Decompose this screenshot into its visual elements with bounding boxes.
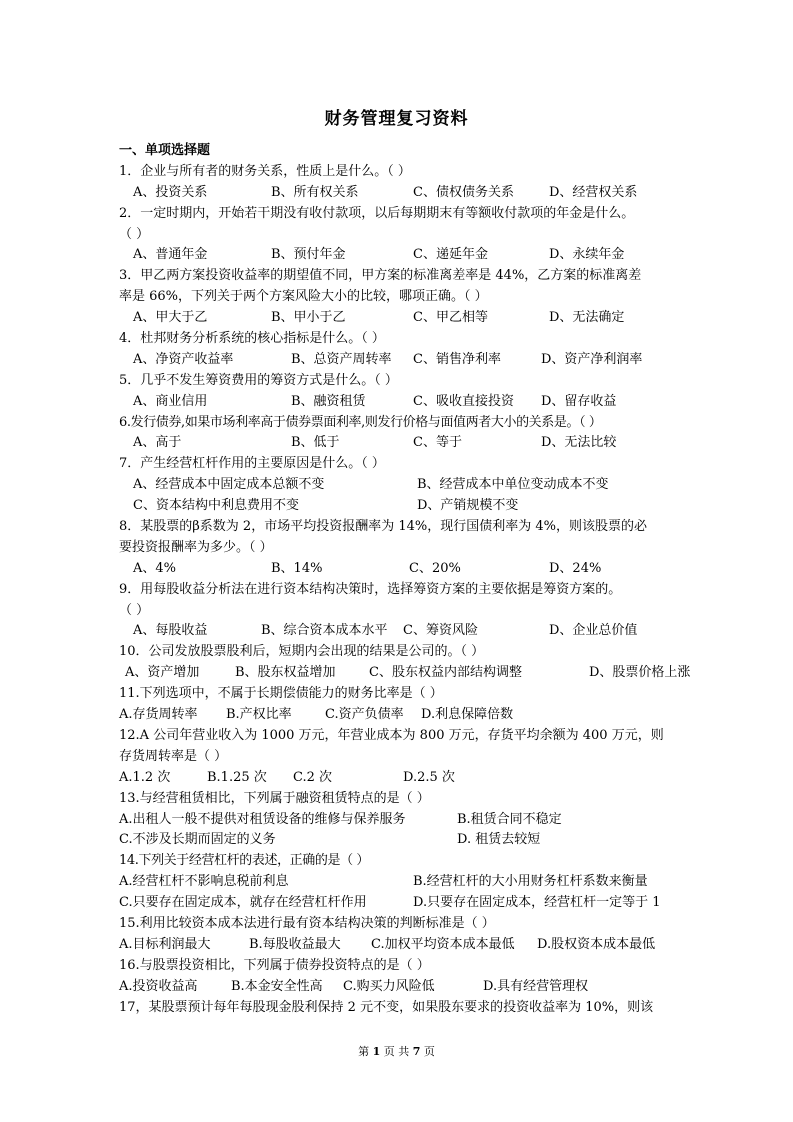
question-stem: 16.与股票投资相比，下列属于债券投资特点的是（ ） xyxy=(119,957,430,973)
options-row xyxy=(119,977,679,998)
answer-option: D、资产净利润率 xyxy=(541,351,643,367)
answer-option: A、4% xyxy=(133,560,177,576)
answer-option: D.股权资本成本最低 xyxy=(537,936,656,952)
answer-option: D.2.5 次 xyxy=(403,769,455,785)
question-stem: 15.利用比较资本成本法进行最有资本结构决策的判断标准是（ ） xyxy=(119,915,495,931)
question-item xyxy=(119,580,679,643)
answer-option: B、预付年金 xyxy=(271,247,346,263)
footer-page-number: 1 xyxy=(372,1045,381,1058)
answer-option: B、14% xyxy=(271,560,323,576)
answer-option: B、综合资本成本水平 xyxy=(261,623,388,639)
question-item xyxy=(119,413,679,455)
question-item xyxy=(119,726,679,789)
answer-option: C、股东权益内部结构调整 xyxy=(369,665,522,681)
answer-option: D、企业总价值 xyxy=(549,623,638,639)
options-row xyxy=(119,830,679,851)
answer-option: A、甲大于乙 xyxy=(133,310,208,326)
answer-option: B.每股收益最大 xyxy=(249,936,341,952)
answer-option: C、20% xyxy=(409,560,461,576)
answer-option: A.存货周转率 xyxy=(119,707,198,723)
question-stem: 9．用每股收益分析法在进行资本结构决策时，选择筹资方案的主要依据是筹资方案的。 xyxy=(119,581,622,597)
answer-option: B、经营成本中单位变动成本不变 xyxy=(417,477,609,493)
answer-option: B.租赁合同不稳定 xyxy=(457,811,562,827)
answer-option: B.本金安全性高 xyxy=(231,978,323,994)
answer-option: A、经营成本中固定成本总额不变 xyxy=(133,477,325,493)
options-row xyxy=(119,810,679,831)
answer-option: C、递延年金 xyxy=(413,247,488,263)
question-stem: 17，某股票预计每年每股现金股利保持 2 元不变，如果股东要求的投资收益率为 10%，则该 xyxy=(119,999,654,1015)
answer-option: B.经营杠杆的大小用财务杠杆系数来衡量 xyxy=(413,874,648,890)
question-stem: 11.下列选项中，不属于长期偿债能力的财务比率是（ ） xyxy=(119,686,443,702)
question-item xyxy=(119,684,679,726)
question-item xyxy=(119,851,679,914)
options-row xyxy=(119,433,679,454)
footer-prefix: 第 xyxy=(358,1045,370,1058)
answer-option: C.只要存在固定成本，就存在经营杠杆作用 xyxy=(119,895,367,911)
answer-option: C、筹资风险 xyxy=(403,623,478,639)
question-item xyxy=(119,454,679,517)
options-row xyxy=(119,621,679,642)
footer-suffix: 页 xyxy=(423,1045,435,1058)
answer-option: A.投资收益高 xyxy=(119,978,198,994)
answer-option: D、永续年金 xyxy=(549,247,625,263)
answer-option: A、每股收益 xyxy=(133,623,208,639)
answer-option: D.只要存在固定成本，经营杠杆一定等于 1 xyxy=(413,895,661,911)
question-item xyxy=(119,956,679,998)
footer-middle: 页 共 xyxy=(383,1045,410,1058)
options-row xyxy=(119,350,679,371)
options-row xyxy=(119,872,679,893)
answer-option: C.资产负债率 xyxy=(325,707,404,723)
answer-option: D、无法确定 xyxy=(549,310,625,326)
answer-option: B、所有权关系 xyxy=(271,184,359,200)
options-row xyxy=(119,705,679,726)
options-row xyxy=(119,559,679,580)
question-stem: 要投资报酬率为多少。（ ） xyxy=(119,539,273,555)
footer-total-pages: 7 xyxy=(412,1045,421,1058)
answer-option: A、普通年金 xyxy=(133,247,208,263)
options-row xyxy=(119,663,691,684)
question-stem: 存货周转率是（ ） xyxy=(119,748,228,764)
question-list xyxy=(119,141,691,1018)
question-stem: 14.下列关于经营杠杆的表述，正确的是（ ） xyxy=(119,853,370,869)
question-item xyxy=(119,789,679,852)
question-stem: 3．甲乙两方案投资收益率的期望值不同，甲方案的标准离差率是 44%，乙方案的标准离差 xyxy=(119,268,642,284)
answer-option: A、商业信用 xyxy=(133,393,208,409)
question-stem: 5．几乎不发生筹资费用的筹资方式是什么。（ ） xyxy=(119,372,398,388)
answer-option: C、债权债务关系 xyxy=(413,184,514,200)
answer-option: B.产权比率 xyxy=(226,707,292,723)
question-stem: （ ） xyxy=(119,226,150,242)
options-row xyxy=(119,768,679,789)
answer-option: A.目标利润最大 xyxy=(119,936,211,952)
question-stem: 8．某股票的β系数为 2，市场平均投资报酬率为 14%，现行国债利率为 4%，则该股票的必 xyxy=(119,519,647,535)
answer-option: B、总资产周转率 xyxy=(291,351,392,367)
answer-option: A.经营杠杆不影响息税前利息 xyxy=(119,874,289,890)
question-item xyxy=(119,517,679,580)
page-footer xyxy=(0,1043,793,1059)
answer-option: D. 租赁去较短 xyxy=(457,832,541,848)
question-stem: 6.发行债券,如果市场利率高于债券票面利率,则发行价格与面值两者大小的关系是。（ ） xyxy=(119,414,602,430)
answer-option: C.2 次 xyxy=(293,769,333,785)
answer-option: C、吸收直接投资 xyxy=(413,393,514,409)
options-row xyxy=(119,475,679,496)
question-stem: 10．公司发放股票股利后，短期内会出现的结果是公司的。（ ） xyxy=(119,644,485,660)
options-row xyxy=(119,392,679,413)
options-row xyxy=(119,245,679,266)
options-row xyxy=(119,496,679,517)
section-heading: 一、单项选择题 xyxy=(119,143,211,158)
question-item xyxy=(119,204,679,267)
question-item xyxy=(119,371,679,413)
answer-option: C.购买力风险低 xyxy=(343,978,435,994)
options-row xyxy=(119,935,679,956)
question-stem: 13.与经营租赁相比，下列属于融资租赁特点的是（ ） xyxy=(119,790,430,806)
answer-option: A、资产增加 xyxy=(125,665,200,681)
answer-option: C.不涉及长期而固定的义务 xyxy=(119,832,276,848)
question-stem: 12.A 公司年营业收入为 1000 万元，年营业成本为 800 万元，存货平均余额为 400 万元，则 xyxy=(119,727,664,743)
answer-option: D、24% xyxy=(549,560,602,576)
question-item xyxy=(119,266,679,329)
answer-option: D.利息保障倍数 xyxy=(421,707,514,723)
question-item xyxy=(119,998,679,1019)
question-item xyxy=(119,642,691,684)
question-stem: 1．企业与所有者的财务关系，性质上是什么。（ ） xyxy=(119,163,411,179)
options-row xyxy=(119,308,679,329)
question-stem: 率是 66%，下列关于两个方案风险大小的比较，哪项正确。（ ） xyxy=(119,289,488,305)
question-stem: 7．产生经营杠杆作用的主要原因是什么。（ ） xyxy=(119,456,385,472)
question-stem: 2．一定时期内，开始若干期没有收付款项，以后每期期末有等额收付款项的年金是什么。 xyxy=(119,205,635,221)
answer-option: C、甲乙相等 xyxy=(413,310,488,326)
question-stem: 4．杜邦财务分析系统的核心指标是什么。（ ） xyxy=(119,331,385,347)
answer-option: A、净资产收益率 xyxy=(133,351,234,367)
answer-option: A、高于 xyxy=(133,435,182,451)
options-row xyxy=(119,893,679,914)
page-title: 财务管理复习资料 xyxy=(324,109,469,129)
answer-option: A.出租人一般不提供对租赁设备的维修与保养服务 xyxy=(119,811,406,827)
answer-option: D、无法比较 xyxy=(541,435,617,451)
question-item xyxy=(119,914,679,956)
question-item xyxy=(119,329,679,371)
answer-option: D.具有经营管理权 xyxy=(483,978,589,994)
question-stem: （ ） xyxy=(119,602,150,618)
answer-option: D、股票价格上涨 xyxy=(589,665,691,681)
answer-option: C、等于 xyxy=(413,435,462,451)
options-row xyxy=(119,183,679,204)
answer-option: D、产销规模不变 xyxy=(417,498,519,514)
answer-option: B、甲小于乙 xyxy=(271,310,346,326)
answer-option: C、销售净利率 xyxy=(413,351,501,367)
answer-option: D、经营权关系 xyxy=(549,184,638,200)
answer-option: A.1.2 次 xyxy=(119,769,171,785)
answer-option: C.加权平均资本成本最低 xyxy=(371,936,515,952)
answer-option: B、股东权益增加 xyxy=(235,665,336,681)
answer-option: B、低于 xyxy=(291,435,340,451)
answer-option: D、留存收益 xyxy=(541,393,617,409)
answer-option: B、融资租赁 xyxy=(291,393,366,409)
question-item xyxy=(119,162,679,204)
answer-option: B.1.25 次 xyxy=(207,769,267,785)
answer-option: A、投资关系 xyxy=(133,184,208,200)
answer-option: C、资本结构中利息费用不变 xyxy=(133,498,299,514)
